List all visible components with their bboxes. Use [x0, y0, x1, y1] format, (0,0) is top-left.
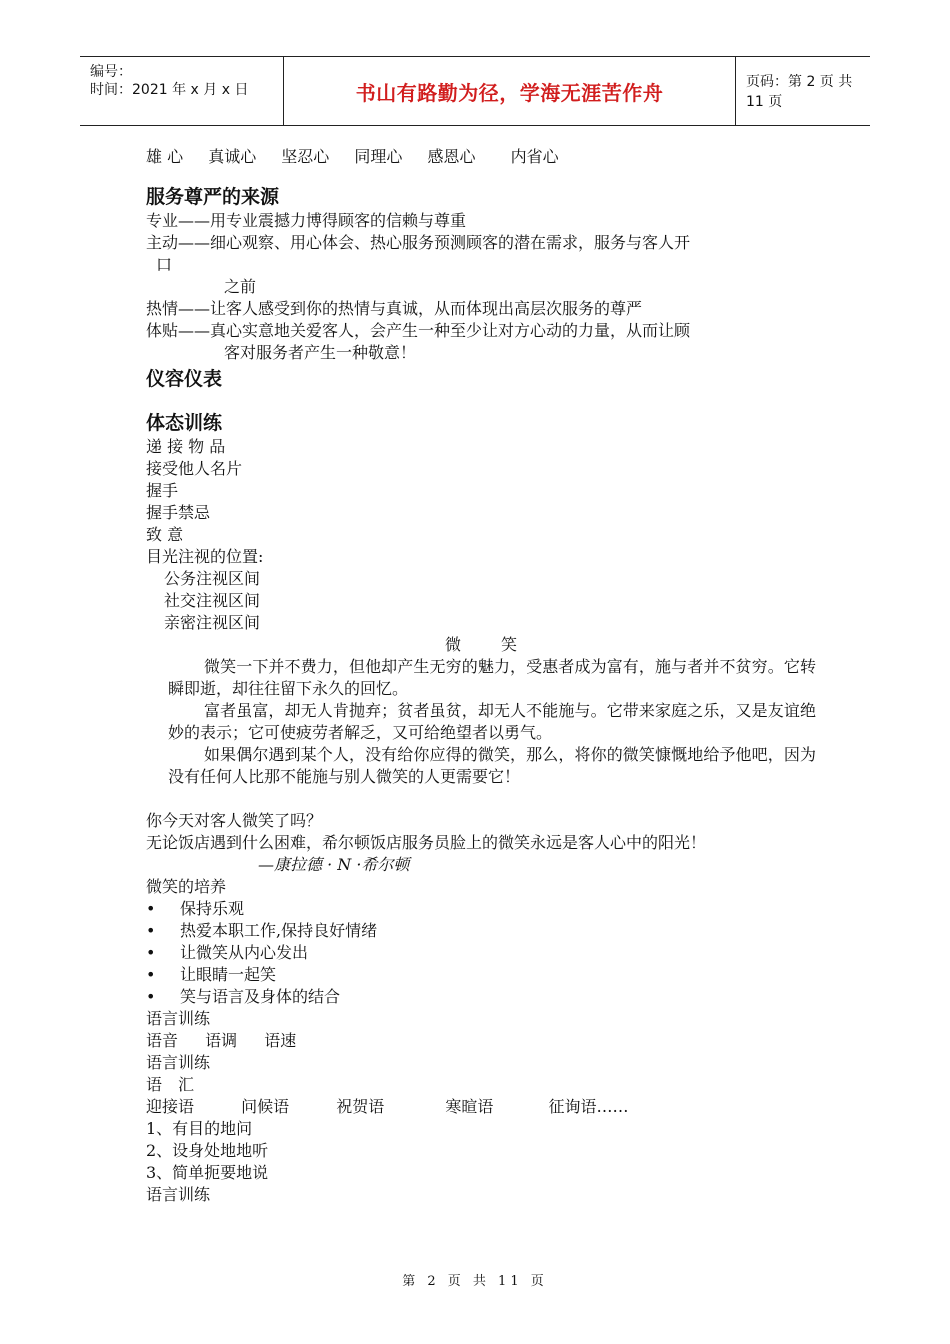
- motto: 书山有路勤为径，学海无涯苦作舟: [355, 80, 664, 105]
- section-title-dignity: 服务尊严的来源: [146, 186, 280, 208]
- language-title: 语言训练: [146, 1053, 211, 1072]
- posture-item: 握手禁忌: [146, 503, 211, 522]
- vocab-label: 语 汇: [146, 1075, 195, 1094]
- smile-question: 你今天对客人微笑了吗？: [146, 811, 323, 830]
- bullet-item: • 让微笑从内心发出: [146, 943, 309, 962]
- header-motto-cell: [284, 57, 736, 125]
- heart-item: 雄 心: [146, 147, 184, 166]
- phrase-item: 迎接语: [146, 1097, 195, 1116]
- voice-item: 语调: [205, 1031, 238, 1050]
- voice-item: 语速: [264, 1031, 297, 1050]
- dignity-line-cont: 之前: [224, 277, 257, 296]
- numbered-item: 1、有目的地问: [146, 1119, 253, 1138]
- phrase-item: 寒暄语: [445, 1097, 494, 1116]
- bullet-text: 热爱本职工作,保持良好情绪: [180, 921, 378, 940]
- bullet-text: 让微笑从内心发出: [180, 943, 309, 962]
- language-title: 语言训练: [146, 1009, 211, 1028]
- voice-row: [146, 1030, 816, 1052]
- number-label: 编号：: [90, 64, 132, 80]
- heart-item: 感恩心: [427, 147, 476, 166]
- bullet-item: • 热爱本职工作,保持良好情绪: [146, 921, 378, 940]
- phrase-item: 祝贺语: [336, 1097, 385, 1116]
- bullet-text: 让眼睛一起笑: [180, 965, 277, 984]
- smile-title: 微笑: [444, 635, 557, 654]
- numbered-item: 3、简单扼要地说: [146, 1163, 269, 1182]
- quote-author: —康拉德 · N ·希尔顿: [258, 855, 410, 874]
- gaze-item: 社交注视区间: [164, 591, 261, 610]
- dignity-line-cont: 客对服务者产生一种敬意！: [224, 343, 417, 362]
- smile-quote: 无论饭店遇到什么困难，希尔顿饭店服务员脸上的微笑永远是客人心中的阳光！: [146, 833, 707, 852]
- phrases-row: [146, 1096, 816, 1118]
- time-label: 时间：2021 年 x 月 x 日: [90, 82, 249, 98]
- heart-item: 坚忍心: [281, 147, 330, 166]
- smile-paragraph: 富者虽富，却无人肯抛弃；贫者虽贫，却无人不能施与。它带来家庭之乐，又是友谊绝妙的表示；它可使疲劳者解乏，又可给绝望者以勇气。: [168, 701, 816, 742]
- document-body: [146, 146, 816, 1206]
- phrase-item: 征询语……: [548, 1097, 629, 1116]
- dignity-line: 主动——细心观察、用心体会、热心服务预测顾客的潜在需求，服务与客人开: [146, 233, 691, 252]
- language-title: 语言训练: [146, 1185, 211, 1204]
- dignity-line-cont: 口: [156, 255, 173, 274]
- hearts-row: [146, 146, 816, 168]
- section-title-appearance: 仪容仪表: [146, 368, 223, 390]
- smile-paragraph: 如果偶尔遇到某个人，没有给你应得的微笑，那么，将你的微笑慷慨地给予他吧，因为没有任何人比那不能施与别人微笑的人更需要它！: [168, 745, 816, 786]
- heart-item: 真诚心: [208, 147, 257, 166]
- heart-item: 同理心: [354, 147, 403, 166]
- numbered-item: 2、设身处地地听: [146, 1141, 269, 1160]
- voice-item: 语音: [146, 1031, 179, 1050]
- posture-item: 致 意: [146, 525, 184, 544]
- section-title-posture: 体态训练: [146, 412, 223, 434]
- gaze-item: 公务注视区间: [164, 569, 261, 588]
- posture-item: 接受他人名片: [146, 459, 243, 478]
- header-table: [80, 56, 870, 126]
- heart-item: 内省心: [510, 147, 559, 166]
- posture-item: 递 接 物 品: [146, 437, 226, 456]
- bullet-item: • 笑与语言及身体的结合: [146, 987, 341, 1006]
- dignity-line: 热情——让客人感受到你的热情与真诚，从而体现出高层次服务的尊严: [146, 299, 643, 318]
- header-page-info: 页码：第 2 页 共 11 页: [746, 74, 853, 110]
- gaze-item: 亲密注视区间: [164, 613, 261, 632]
- smile-cultivate-title: 微笑的培养: [146, 877, 227, 896]
- header-meta: [80, 57, 284, 125]
- posture-item: 握手: [146, 481, 179, 500]
- posture-item: 目光注视的位置:: [146, 547, 264, 566]
- phrase-item: 问候语: [241, 1097, 290, 1116]
- bullet-item: • 保持乐观: [146, 899, 245, 918]
- bullet-item: • 让眼睛一起笑: [146, 965, 277, 984]
- dignity-line: 体贴——真心实意地关爱客人，会产生一种至少让对方心动的力量，从而让顾: [146, 321, 691, 340]
- dignity-line: 专业——用专业震撼力博得顾客的信赖与尊重: [146, 211, 467, 230]
- bullet-text: 笑与语言及身体的结合: [180, 987, 341, 1006]
- bullet-text: 保持乐观: [180, 899, 245, 918]
- page-footer: 第 2 页 共 11 页: [402, 1274, 548, 1289]
- smile-paragraph: 微笑一下并不费力，但他却产生无穷的魅力，受惠者成为富有，施与者并不贫穷。它转瞬即逝，却往往留下永久的回忆。: [168, 657, 816, 698]
